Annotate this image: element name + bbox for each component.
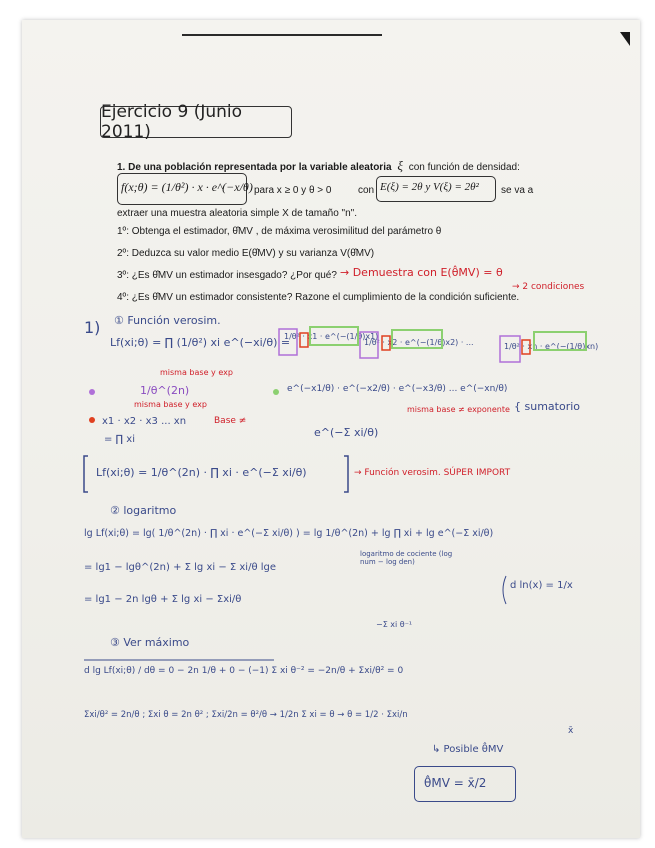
exponential-product: e^(−x1/θ) · e^(−x2/θ) · e^(−x3/θ) ... e^(−xn/θ) [287, 384, 508, 394]
question-4: 4º: ¿Es θ̂MV un estimador consistente? Razone el cumplimiento de la condición suficiente. [117, 292, 520, 303]
statement-line2: extraer una muestra aleatoria simple X de tamaño "n". [117, 208, 357, 219]
ln-note-brace [503, 576, 506, 604]
part-number: 1) [84, 318, 101, 337]
step-2-heading: ② logaritmo [110, 504, 177, 517]
derivative-ln-note: d ln(x) = 1/x [510, 580, 573, 591]
bracket-left [84, 456, 88, 492]
question-3-note: → Demuestra con E(θ̂MV) = θ [340, 266, 503, 279]
highlight-box-1 [279, 329, 297, 355]
log-line-1: lg Lf(xi;θ) = lg( 1/θ^(2n) · ∏ xi · e^(−Σ xi/θ) ) = lg 1/θ^(2n) + lg ∏ xi + lg e^(−Σ xi/θ) [84, 528, 494, 539]
note-summation: { sumatorio [514, 400, 581, 413]
highlight-box-4 [360, 332, 378, 358]
statement-tail: se va a [501, 185, 534, 196]
question-3: 3º: ¿Es θ̂MV un estimador insesgado? ¿Por qué? [117, 270, 337, 281]
highlight-box-2 [300, 333, 308, 347]
product-of-x: x1 · x2 · x3 ... xn [102, 416, 187, 427]
highlight-box-5 [382, 336, 390, 350]
solve-line: Σxi/θ² = 2n/θ ; Σxi θ = 2n θ² ; Σxi/2n = θ²/θ → 1/2n Σ xi = θ → θ = 1/2 · Σxi/n [84, 710, 408, 720]
log-line-3: = lg1 − 2n lgθ + Σ lg xi − Σxi/θ [84, 594, 242, 605]
moments-formula: E(ξ) = 2θ y V(ξ) = 2θ² [380, 181, 479, 193]
result-estimator: θ̂MV = x̄/2 [424, 776, 487, 790]
derivative-note-2: −Σ xi θ⁻¹ [376, 620, 413, 629]
log-line-2: = lg1 − lgθ^(2n) + Σ lg xi − Σ xi/θ lge [84, 562, 277, 573]
highlight-box-6 [392, 330, 442, 348]
likelihood-definition: Lf(xi;θ) = ∏ (1/θ²) xi e^(−xi/θ) = [110, 336, 291, 349]
question-1: 1º: Obtenga el estimador, θ̂MV , de máxima verosimilitud del parámetro θ [117, 226, 442, 237]
density-formula: f(x;θ) = (1/θ²) · x · e^(−x/θ) [121, 180, 253, 194]
product-term-1: 1/θ² · x1 · e^(−(1/θ)x1) · [284, 332, 384, 341]
bullet-dot-2 [273, 389, 279, 395]
note-same-base: misma base y exp [160, 368, 233, 377]
product-term-n: 1/θ² · xn · e^(−(1/θ)xn) [504, 342, 599, 351]
density-domain: para x ≥ 0 y θ > 0 [254, 185, 332, 196]
product-term-2: 1/θ² · x2 · e^(−(1/θ)x2) · ... [364, 338, 474, 347]
product-equals: = ∏ xi [104, 434, 136, 445]
exponential-sum: e^(−Σ xi/θ) [314, 426, 379, 439]
problem-intro-tail: con función de densidad: [408, 162, 520, 173]
variable-xi: ξ [397, 158, 403, 173]
problem-intro-text: 1. De una población representada por la variable aleatoria [117, 162, 392, 173]
likelihood-final: Lf(xi;θ) = 1/θ^(2n) · ∏ xi · e^(−Σ xi/θ) [96, 466, 307, 479]
derivative-line: d lg Lf(xi;θ) / dθ = 0 − 2n 1/θ + 0 − (−1) Σ xi θ⁻² = −2n/θ + Σxi/θ² = 0 [84, 666, 404, 676]
step-1-heading: ① Función verosim. [114, 314, 221, 327]
exercise-title: Ejercicio 9 (Junio 2011) [101, 102, 243, 142]
con-word: con [358, 185, 375, 196]
note-theta-power: 1/θ^(2n) [140, 384, 190, 397]
log-quotient-note: logaritmo de cociente (log num − log den) [360, 550, 453, 566]
bullet-dot-1 [89, 389, 95, 395]
note-base-diff: Base ≠ [214, 416, 247, 426]
highlight-box-9 [534, 332, 586, 350]
question-4-note: → 2 condiciones [512, 282, 585, 292]
annotation-marks [22, 20, 640, 838]
highlight-box-7 [500, 336, 520, 362]
bracket-right [344, 456, 348, 492]
note-same-base-diff-exp: misma base ≠ exponente [407, 405, 510, 414]
highlight-box-3 [310, 327, 358, 345]
highlight-box-8 [522, 340, 530, 354]
notebook-page [22, 20, 640, 838]
solve-xbar-note: x̄ [568, 726, 574, 736]
bullet-dot-3 [89, 417, 95, 423]
step-3-heading: ③ Ver máximo [110, 636, 190, 649]
likelihood-final-note: → Función verosim. SÚPER IMPORT [354, 468, 511, 478]
possible-estimator-note: ↳ Posible θ̂MV [432, 744, 504, 755]
note-same-base-2: misma base y exp [134, 400, 207, 409]
question-2: 2º: Deduzca su valor medio E(θ̂MV) y su varianza V(θ̂MV) [117, 248, 375, 259]
